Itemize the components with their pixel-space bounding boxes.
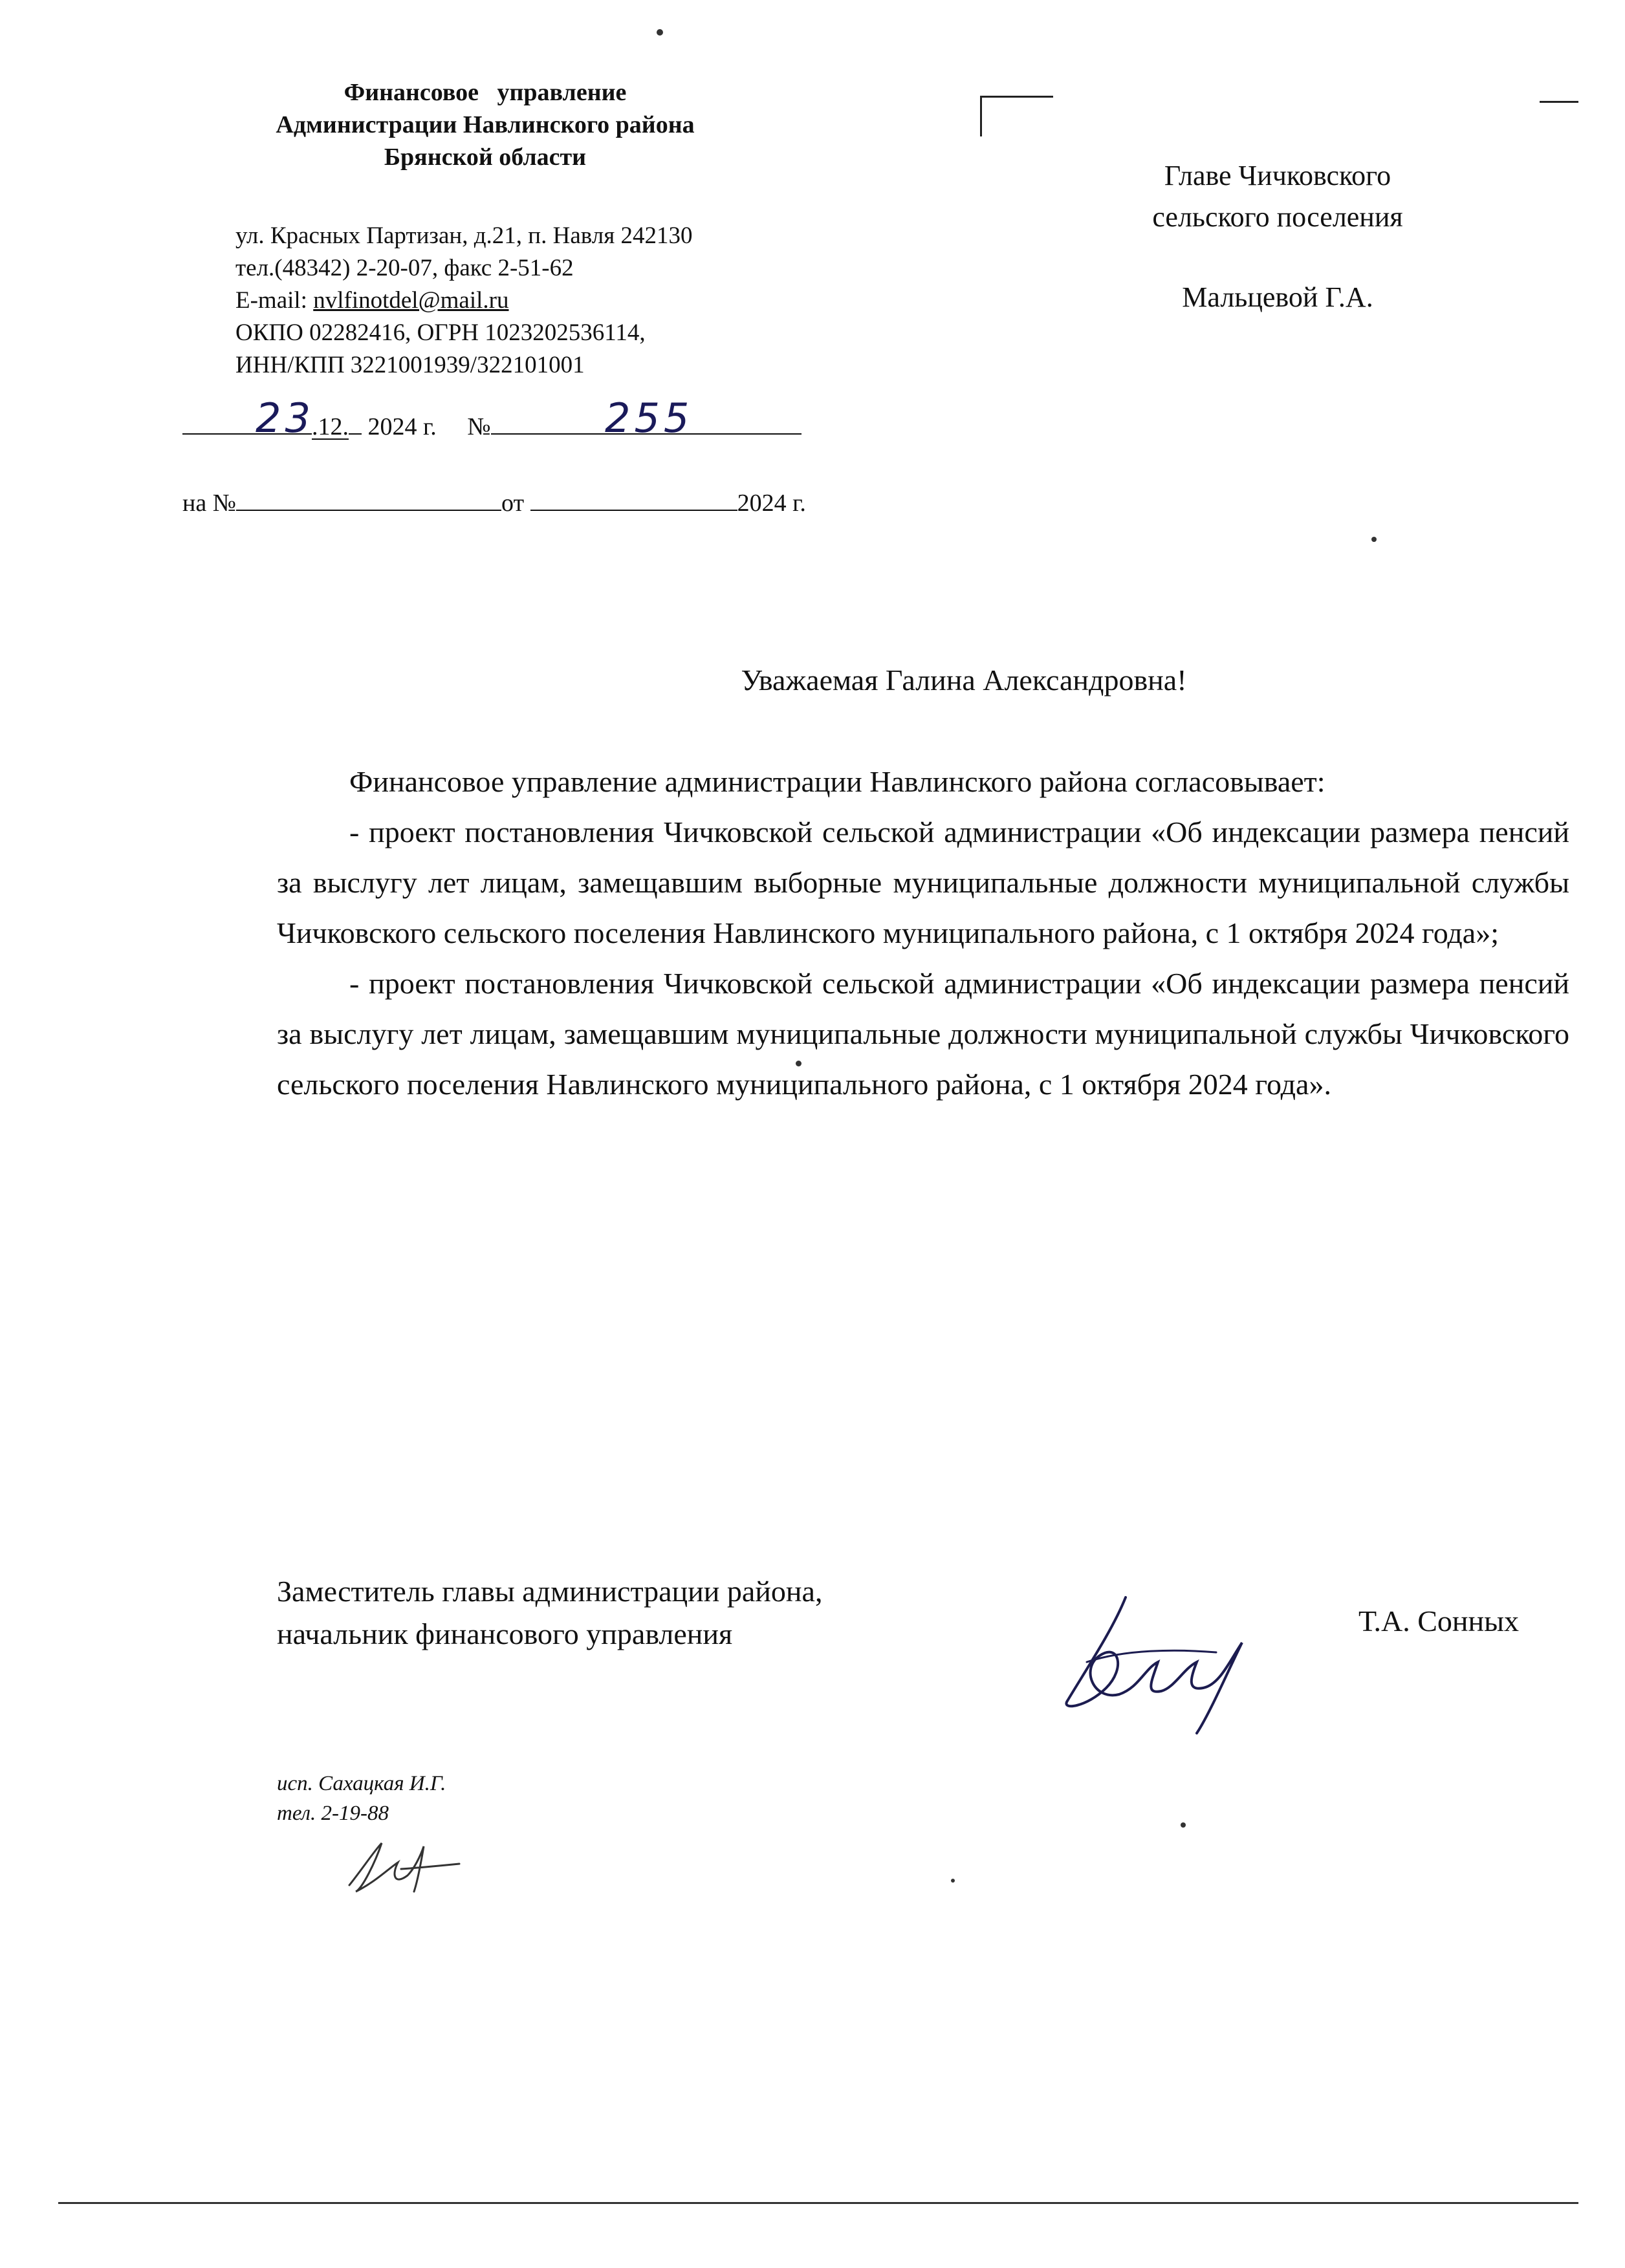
- page-footer-rule: [58, 2202, 1578, 2204]
- sender-organization: [162, 76, 809, 173]
- salutation: Уважаемая Галина Александровна!: [741, 664, 1187, 697]
- number-label: №: [467, 413, 491, 440]
- body-paragraph-1: Финансовое управление администрации Навлинского района согласовывает:: [349, 765, 1325, 798]
- executor-info: [277, 1769, 446, 1828]
- executor-name: исп. Сахацкая И.Г.: [277, 1772, 446, 1795]
- month-underline: [349, 407, 362, 435]
- reply-reference-line: [182, 484, 806, 517]
- scan-speck: [1371, 537, 1377, 542]
- handwritten-signature: [1048, 1571, 1261, 1740]
- handwritten-day: 23: [256, 394, 314, 442]
- body-paragraph-2: - проект постановления Чичковской сельской администрации «Об индексации размера пенсий за выслугу лет лицам, замещавшим выборные муниципальные должности муниципальной службы Чичковского сельского поселения Навлинского муниципального района, с 1 октября 2024 года»;: [277, 815, 1569, 949]
- recipient-name: Мальцевой Г.А.: [1182, 281, 1373, 313]
- scan-speck: [796, 1061, 802, 1066]
- recipient-corner-right: [1540, 101, 1578, 103]
- year-value: 2024 г.: [367, 413, 437, 440]
- sender-phone: тел.(48342) 2-20-07, факс 2-51-62: [235, 255, 574, 281]
- scan-speck: [657, 29, 663, 36]
- sender-codes: ОКПО 02282416, ОГРН 1023202536114,: [235, 319, 646, 346]
- org-name-line-1: Финансовое управление: [344, 79, 627, 106]
- sender-contacts: [235, 220, 692, 382]
- email-label: E-mail:: [235, 287, 314, 314]
- handwritten-number: 255: [605, 394, 693, 442]
- reply-number-underline: [236, 484, 501, 511]
- org-name-line-3: Брянской области: [384, 144, 587, 171]
- body-paragraph-3: - проект постановления Чичковской сельской администрации «Об индексации размера пенсий за выслугу лет лицам, замещавшим муниципальные должности муниципальной службы Чичковского сельского поселения Навлинского муниципального района, с 1 октября 2024 года».: [277, 967, 1569, 1101]
- sender-email-link[interactable]: nvlfinotdel@mail.ru: [313, 287, 509, 314]
- signatory-position-line-2: начальник финансового управления: [277, 1617, 733, 1650]
- signatory-name: Т.А. Сонных: [1358, 1604, 1520, 1637]
- letter-body: [277, 757, 1569, 1110]
- sender-inn: ИНН/КПП 3221001939/322101001: [235, 352, 585, 378]
- recipient-corner-left: [980, 96, 1053, 136]
- executor-initials-signature: [336, 1830, 466, 1901]
- month-value: .12.: [312, 413, 349, 440]
- reply-to-label: на №: [182, 490, 236, 517]
- sender-email-row: [235, 285, 692, 317]
- org-name-line-2: Администрации Навлинского района: [276, 111, 695, 138]
- signatory-position-line-1: Заместитель главы администрации района,: [277, 1575, 823, 1608]
- reply-year: 2024 г.: [737, 490, 806, 517]
- reply-date-underline: [530, 484, 737, 511]
- scan-speck: [951, 1879, 955, 1883]
- recipient-block: [938, 155, 1617, 318]
- scan-speck: [1181, 1822, 1186, 1828]
- recipient-line-1: Главе Чичковского: [1164, 160, 1391, 191]
- reply-from-label: от: [501, 490, 525, 517]
- recipient-line-2: сельского поселения: [1152, 201, 1403, 233]
- executor-phone: тел. 2-19-88: [277, 1802, 389, 1825]
- sender-address: ул. Красных Партизан, д.21, п. Навля 242130: [235, 222, 693, 249]
- signatory-position: [277, 1570, 822, 1656]
